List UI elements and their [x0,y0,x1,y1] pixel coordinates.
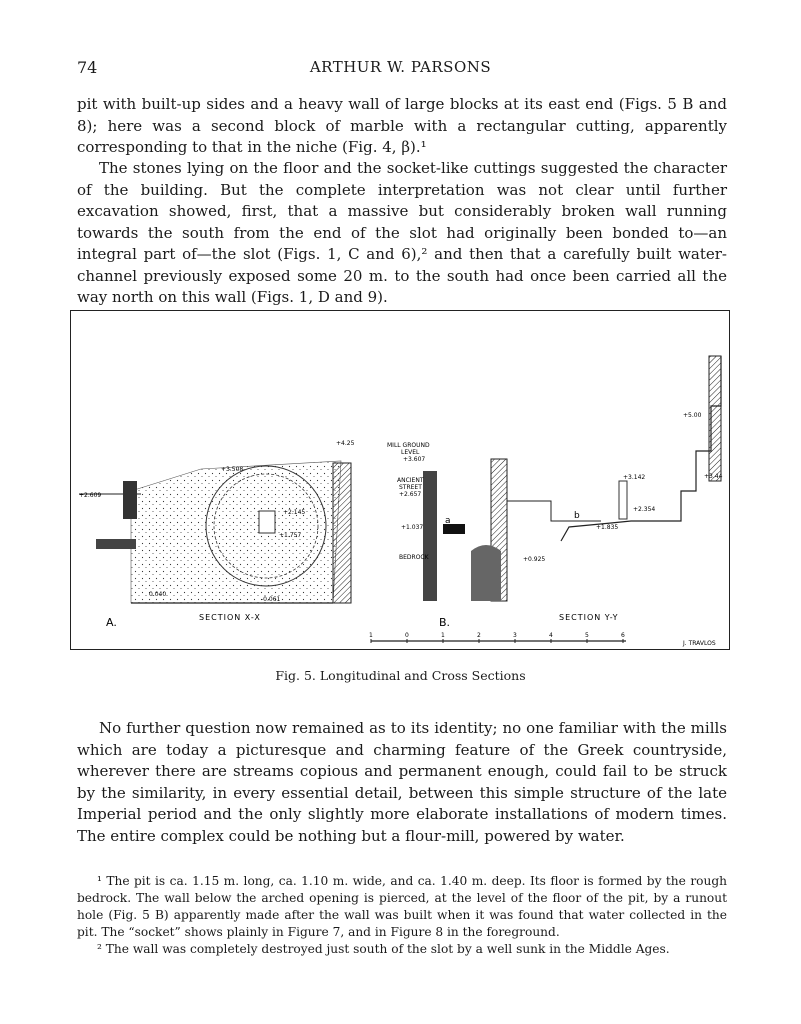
footnote-2: ² The wall was completely destroyed just south of the slot by a well sunk in the Middle Ages. [97,942,670,956]
section-b-title: SECTION Y-Y [559,613,619,622]
draftsman-credit: J. TRAVLOS [683,640,716,647]
annotation: MILL GROUND [387,442,430,449]
level-label: +2.354 [633,506,656,513]
scale-tick: 2 [477,632,481,639]
scale-bar [369,632,626,643]
level-label: +3.44 [704,473,723,480]
annotation: LEVEL [401,449,420,456]
section-a-wall-right [333,463,351,603]
section-a-block-left [123,481,137,519]
level-label: +1.757 [279,532,302,539]
section-a-niche [259,511,275,533]
annotation: +3.607 [403,456,426,463]
scale-tick: 4 [549,632,553,639]
footnotes [77,873,727,958]
section-b-drawing [387,356,723,629]
section-b-post [619,481,627,519]
scale-tick: 5 [585,632,589,639]
section-a-drawing [79,440,355,629]
level-label: +3.142 [623,474,646,481]
scale-tick: 1 [369,632,373,639]
section-a-fill [131,461,341,603]
level-label: 0.040 [149,591,167,598]
scale-tick: 3 [513,632,517,639]
section-b-arch [471,545,501,601]
annotation: STREET [399,484,422,491]
level-label: +1.037 [401,524,424,531]
annotation: BEDROCK [399,554,429,561]
mark-b: b [574,511,580,521]
section-b-steps [561,356,721,541]
running-head: ARTHUR W. PARSONS [309,58,492,76]
section-a-title: SECTION X-X [199,613,261,622]
page-number: 74 [77,58,98,77]
figure-5 [70,310,730,650]
level-label: +1.835 [596,524,619,531]
section-b-label: B. [439,616,451,629]
annotation: ANCIENT [397,477,424,484]
figure-caption: Fig. 5. Longitudinal and Cross Sections [275,668,526,683]
scale-tick: 6 [621,632,625,639]
level-label: +0.925 [523,556,546,563]
level-label: +3.508 [221,466,244,473]
footnote-1: ¹ The pit is ca. 1.15 m. long, ca. 1.10 m. wide, and ca. 1.40 m. deep. Its floor is formed by the rough bedrock. The wall below the arched opening is pierced, at the level of the floor of the pit, by a runout hole (Fig. 5 B) apparently made after the wall was built when it was found that water collected in the pit. The “socket” shows plainly in Figure 7, and in Figure 8 in the foreground. [77,874,727,939]
annotation: +2.657 [399,491,422,498]
level-label: +2.145 [283,509,306,516]
section-a-label: A. [106,616,117,629]
level-label: +4.25 [336,440,355,447]
level-label: -0.061 [261,596,281,603]
paragraph-1: pit with built-up sides and a heavy wall of large blocks at its east end (Figs. 5 B and 8); here was a second block of marble with a rectangular cutting, apparently corresponding to that in the niche (Fig. 4, β).¹ [77,95,727,156]
paragraph-2: The stones lying on the floor and the socket-like cuttings suggested the character of the building. But the complete interpretation was not clear until further excavation showed, first, that a massive but considerably broken wall running towards the south from the end of the slot had originally been bonded to—an integral part of—the slot (Figs. 1, C and 6),² and then that a carefully built water-channel previously exposed some 20 m. to the south had once been carried all the way north on this wall (Figs. 1, D and 9). [77,159,727,306]
section-b-wall-right [709,356,721,481]
level-label: +2.609 [79,492,102,499]
section-drawings [71,311,728,648]
mark-a: a [445,516,451,526]
level-label: +5.00 [683,412,702,419]
scale-tick: 0 [405,632,409,639]
paragraph-3: No further question now remained as to its identity; no one familiar with the mills which are today a picturesque and charming feature of the Greek countryside, wherever there are streams copious and permanent enough, could fail to be struck by the similarity, in every essential detail, between this simple structure of the late Imperial period and the only slightly more elaborate installations of modern times. The entire complex could be nothing but a flour-mill, powered by water. [77,719,727,845]
scale-tick: 1 [441,632,445,639]
section-b-wall-left [423,471,437,601]
